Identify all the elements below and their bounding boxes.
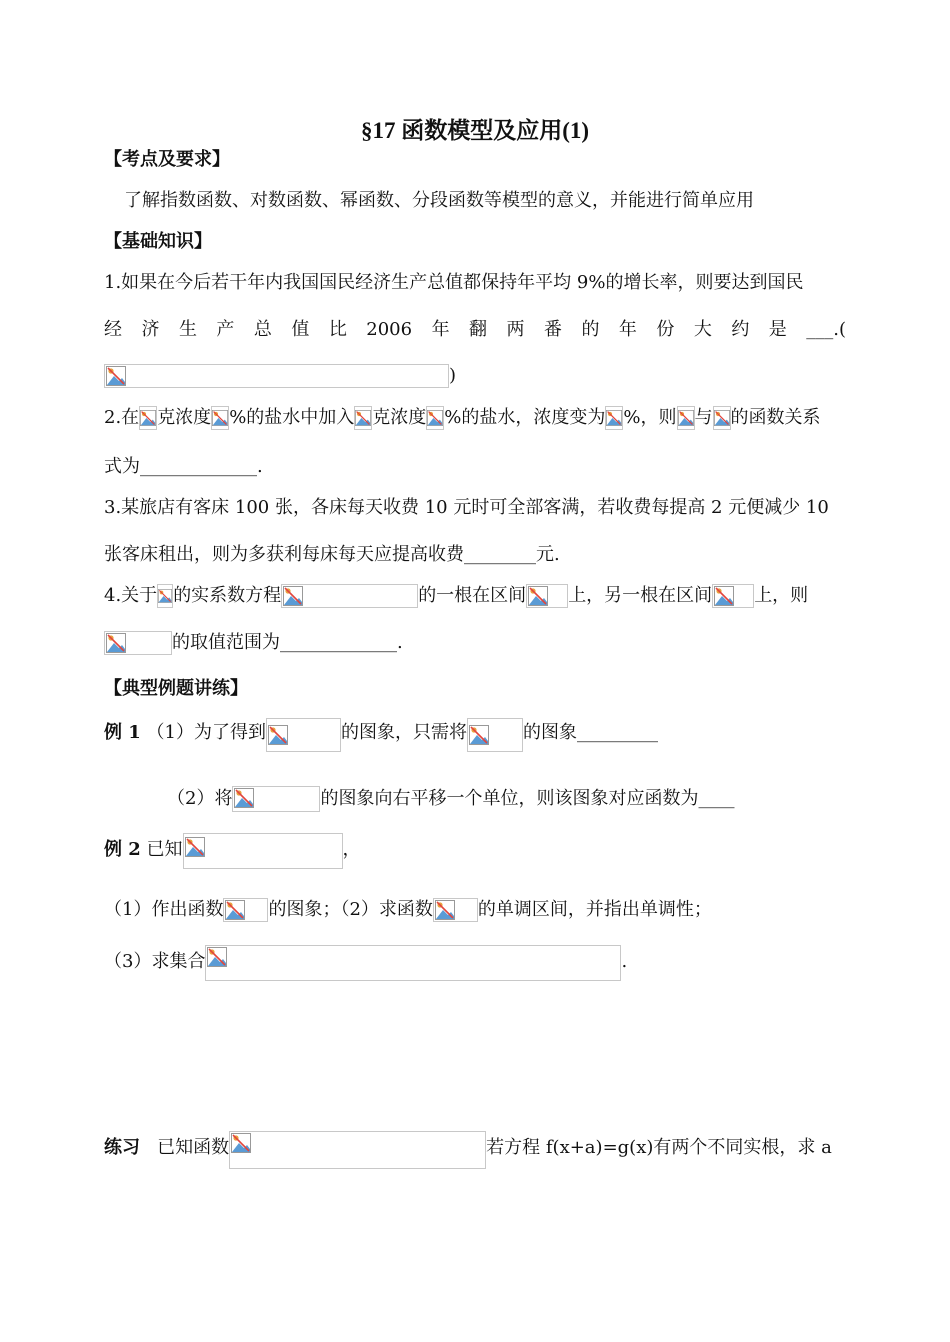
formula-image: [223, 898, 268, 922]
broken-image-icon: [207, 947, 227, 967]
formula-image: [104, 631, 172, 655]
broken-image-icon: [427, 410, 443, 426]
formula-image: [426, 406, 444, 430]
formula-image: [677, 406, 695, 430]
formula-image: [433, 898, 478, 922]
broken-image-icon: [678, 410, 694, 426]
formula-image: [139, 406, 157, 430]
example-1-line-2: （2）将 的图象向右平移一个单位，则该图象对应函数为____: [167, 786, 734, 812]
broken-image-icon: [268, 725, 288, 745]
question-2-line-2: 式为_____________.: [104, 456, 263, 477]
example-1-line-1: 例 1 （1）为了得到 的图象，只需将 的图象_________: [104, 718, 658, 752]
example-2-line-3: （3）求集合 .: [104, 945, 627, 981]
formula-image: [605, 406, 623, 430]
formula-image: [211, 406, 229, 430]
broken-image-icon: [435, 900, 455, 920]
example-2-line-1: 例 2 已知 ，: [104, 833, 361, 869]
formula-image: [157, 584, 173, 608]
question-4-line-1: 4.关于 的实系数方程 的一根在区间 上，另一根在区间 上，则: [104, 585, 809, 606]
formula-image: [205, 945, 621, 981]
formula-image: [229, 1131, 486, 1169]
broken-image-icon: [158, 589, 172, 603]
broken-image-icon: [714, 410, 730, 426]
broken-image-icon: [185, 837, 205, 857]
formula-image: [526, 584, 568, 608]
formula-image: [183, 833, 343, 869]
section-heading-basics: 【基础知识】: [104, 231, 212, 252]
question-1-line-2: 经 济 生 产 总 值 比 2006 年 翻 两 番 的 年 份 大 约 是 ___.(: [104, 319, 846, 340]
formula-image: [712, 584, 754, 608]
page-title: §17 函数模型及应用(1): [360, 118, 590, 143]
broken-image-icon: [106, 633, 126, 653]
broken-image-icon: [714, 586, 734, 606]
formula-image: [354, 406, 372, 430]
formula-image: [266, 718, 341, 752]
question-2-line-1: 2.在 克浓度 %的盐水中加入 克浓度 %的盐水，浓度变为 %，则 与 的函数关系: [104, 407, 821, 428]
broken-image-icon: [106, 366, 126, 386]
formula-image: [232, 786, 320, 812]
example-2-line-2: （1）作出函数 的图象；（2）求函数 的单调区间，并指出单调性；: [104, 899, 712, 920]
formula-image: [467, 718, 523, 752]
broken-image-icon: [212, 410, 228, 426]
broken-image-icon: [606, 410, 622, 426]
practice-line: 练习 已知函数 若方程 f(x+a)=g(x)有两个不同实根，求 a: [104, 1131, 832, 1169]
question-3-line-1: 3.某旅店有客床 100 张，各床每天收费 10 元时可全部客满，若收费每提高 2 元便减少 10: [104, 497, 829, 518]
question-1-line-3: ): [104, 364, 456, 388]
section-heading-requirements: 【考点及要求】: [104, 149, 230, 170]
broken-image-icon: [528, 586, 548, 606]
formula-image: [281, 584, 418, 608]
broken-image-icon: [355, 410, 371, 426]
question-1-line-1: 1.如果在今后若干年内我国国民经济生产总值都保持年平均 9%的增长率，则要达到国民: [104, 272, 804, 293]
formula-image: [713, 406, 731, 430]
broken-image-icon: [140, 410, 156, 426]
broken-image-icon: [231, 1133, 251, 1153]
broken-image-icon: [225, 900, 245, 920]
requirements-text: 了解指数函数、对数函数、幂函数、分段函数等模型的意义，并能进行简单应用: [124, 190, 754, 211]
broken-image-icon: [234, 788, 254, 808]
section-heading-examples: 【典型例题讲练】: [104, 678, 248, 699]
question-4-line-2: 的取值范围为_____________.: [104, 631, 403, 655]
broken-image-icon: [283, 586, 303, 606]
formula-image: [104, 364, 449, 388]
broken-image-icon: [469, 725, 489, 745]
question-3-line-2: 张客床租出，则为多获利每床每天应提高收费________元.: [104, 544, 560, 565]
